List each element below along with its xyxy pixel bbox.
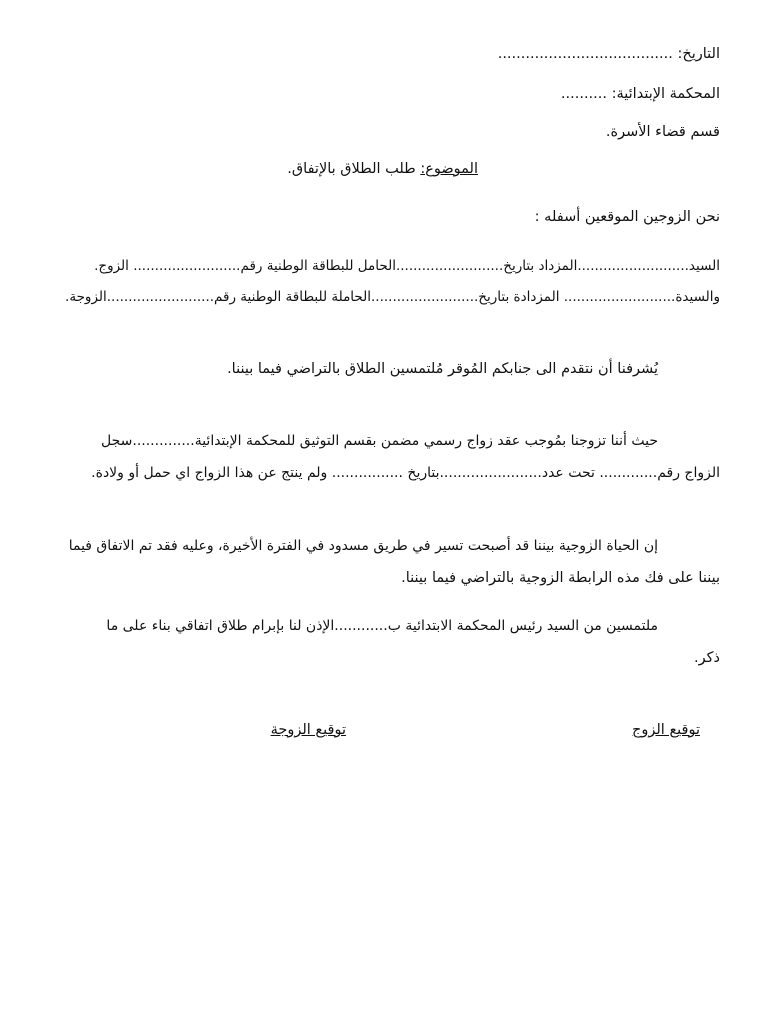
paragraph-2-line-2: الزواج رقم............. تحت عدد.......................بتاريخ ................ ولم ينتج عن هذا الزواج اي حمل أو ولادة. (91, 465, 720, 481)
subject-label: الموضوع: (420, 161, 478, 177)
wife-signature-label: توقيع الزوجة (270, 722, 346, 738)
subject-line (287, 159, 478, 179)
wife-details: والسيدة.......................... المزدادة بتاريخ.........................الحاملة للبطاقة الوطنية رقم.........................الزوجة. (65, 289, 720, 305)
paragraph-3-line-1: إن الحياة الزوجية بيننا قد أصبحت تسير في طريق مسدود في الفترة الأخيرة، وعليه فقد تم الاتفاق فيما (68, 538, 658, 554)
paragraph-4-line-2: ذكر. (694, 650, 720, 666)
subject-text: طلب الطلاق بالإتفاق. (287, 161, 421, 177)
court-line: المحكمة الإبتدائية: .......... (560, 86, 720, 102)
paragraph-3-line-2: بيننا على فك مذه الرابطة الزوجية بالتراضي فيما بيننا. (401, 570, 720, 586)
paragraph-4-line-1: ملتمسين من السيد رئيس المحكمة الابتدائية ب............الإذن لنا بإبرام طلاق اتفاقي بناء على ما (106, 618, 658, 634)
date-line: التاريخ: ...................................... (497, 46, 720, 62)
section-line: قسم قضاء الأسرة. (605, 124, 720, 140)
paragraph-1: يُشرفنا أن نتقدم الى جنابكم المُوقر مُلتمسين الطلاق بالتراضي فيما بيننا. (227, 361, 658, 377)
husband-signature-label: توقيع الزوج (632, 722, 700, 738)
intro-line: نحن الزوجين الموقعين أسفله : (534, 209, 720, 225)
paragraph-2-line-1: حيث أننا تزوجنا بمُوجب عقد زواج رسمي مضمن بقسم التوثيق للمحكمة الإبتدائية..............سجل (101, 433, 658, 449)
husband-details: السيد..........................المزداد بتاريخ.........................الحامل للبطاقة الوطنية رقم......................... الزوج. (94, 258, 720, 274)
